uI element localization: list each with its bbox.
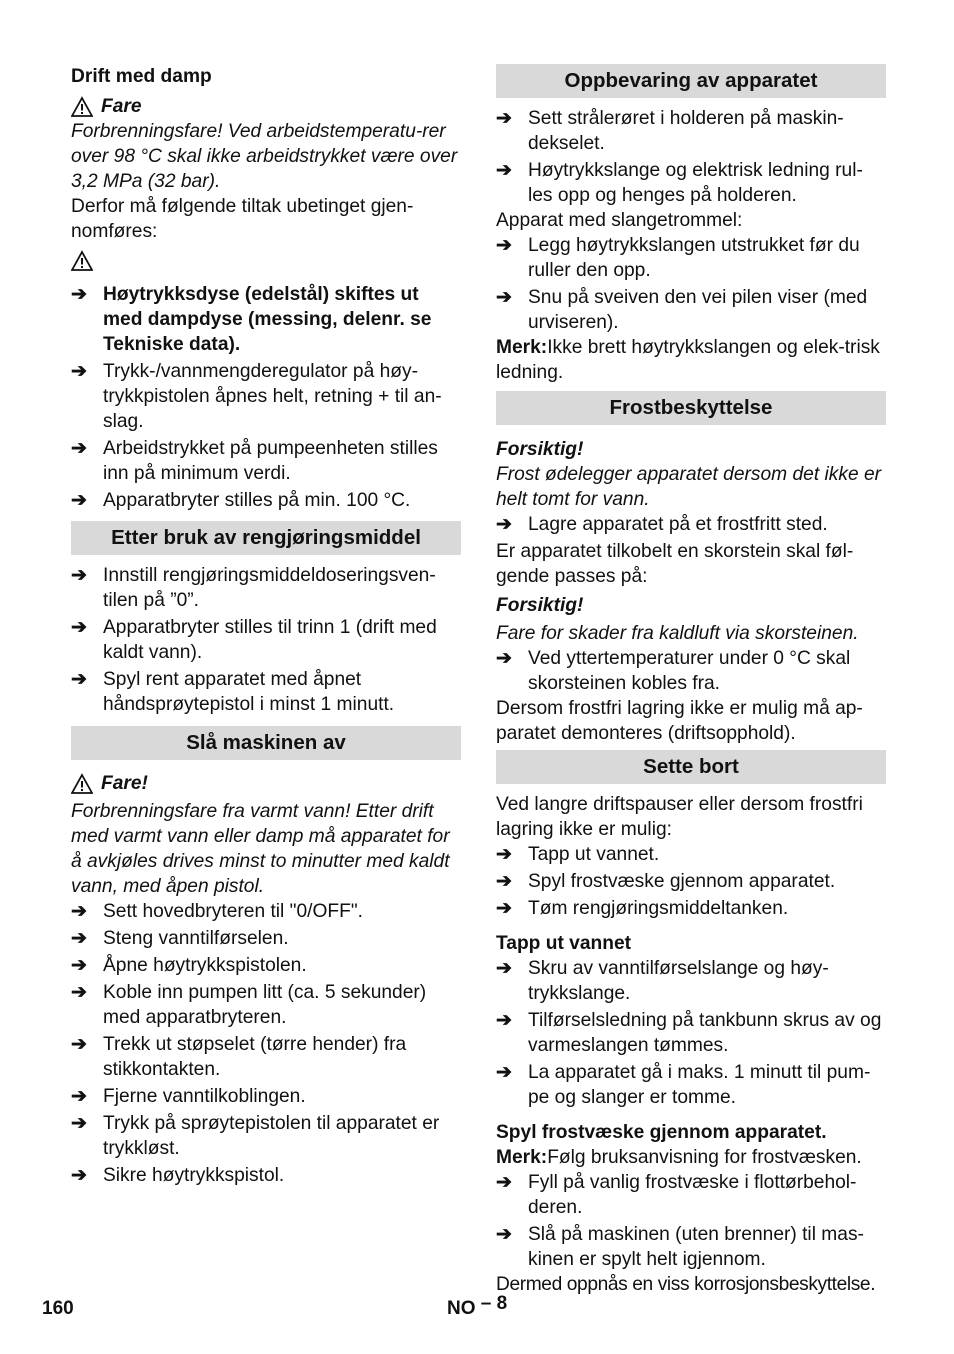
arrow-icon: ➔ (71, 982, 88, 1003)
put-away-intro: Ved langre driftspauser eller dersom frostfri lagring ikke er mulig: (496, 794, 863, 840)
list-item: ➔ Arbeidstrykket på pumpeenheten stilles inn på minimum verdi. (71, 438, 438, 484)
arrow-icon: ➔ (496, 1010, 513, 1031)
list-item: ➔ Fyll på vanlig frostvæske i flottørbehol-deren. (496, 1172, 857, 1218)
after-detergent-steps (71, 563, 461, 717)
caution-title-1: Forsiktig! (496, 439, 584, 460)
note-1: Merk:Ikke brett høytrykkslangen og elek-trisk ledning. (496, 337, 880, 383)
arrow-icon: ➔ (496, 287, 513, 308)
chimney-intro: Er apparatet tilkobelt en skorstein skal føl-gende passes på: (496, 541, 854, 587)
page-number: 160 (42, 1298, 74, 1319)
danger-heading-2 (71, 771, 461, 796)
section-header-put-away: Sette bort (496, 750, 886, 784)
arrow-icon: ➔ (71, 284, 88, 305)
list-item: ➔ Spyl frostvæske gjennom apparatet. (496, 871, 836, 892)
warning-symbol (71, 250, 461, 274)
arrow-icon: ➔ (496, 844, 513, 865)
hose-reel-steps (496, 233, 886, 335)
section-header-storage: Oppbevaring av apparatet (496, 64, 886, 98)
arrow-icon: ➔ (496, 160, 513, 181)
list-item: ➔ Høytrykksdyse (edelstål) skiftes ut med dampdyse (messing, delenr. se Tekniske data). (71, 284, 432, 355)
arrow-icon: ➔ (71, 928, 88, 949)
arrow-icon: ➔ (71, 1165, 88, 1186)
storage-steps (496, 106, 886, 208)
list-item: ➔ Lagre apparatet på et frostfritt sted. (496, 514, 828, 535)
list-item: ➔ Skru av vanntilførselslange og høy-trykkslange. (496, 958, 829, 1004)
list-item: ➔ Ved yttertemperaturer under 0 °C skal skorsteinen kobles fra. (496, 648, 851, 694)
right-column (496, 64, 886, 1297)
arrow-icon: ➔ (496, 958, 513, 979)
list-item: ➔ Åpne høytrykkspistolen. (71, 955, 307, 976)
section-header-after-detergent: Etter bruk av rengjøringsmiddel (71, 521, 461, 555)
danger-text: Forbrenningsfare! Ved arbeidstemperatu-rer over 98 °C skal ikke arbeidstrykket være over 3,2 MPa (32 bar). (71, 121, 458, 192)
list-item: ➔ Trykk-/vannmengderegulator på høy-trykkpistolen åpnes helt, retning + til an-slag. (71, 361, 442, 432)
arrow-icon: ➔ (71, 901, 88, 922)
steam-steps-list (71, 282, 461, 513)
list-item: ➔ La apparatet gå i maks. 1 minutt til pum-pe og slanger er tomme. (496, 1062, 871, 1108)
note-2: Merk:Følg bruksanvisning for frostvæsken. (496, 1147, 862, 1168)
arrow-icon: ➔ (71, 565, 88, 586)
arrow-icon: ➔ (496, 648, 513, 669)
arrow-icon: ➔ (496, 898, 513, 919)
danger-title: Fare! (101, 773, 148, 794)
arrow-icon: ➔ (71, 490, 88, 511)
antifreeze-steps (496, 1170, 886, 1272)
list-item: ➔ Slå på maskinen (uten brenner) til mas-kinen er spylt helt igjennom. (496, 1224, 864, 1270)
intro-text: Derfor må følgende tiltak ubetinget gjen-nomføres: (71, 196, 414, 242)
hose-reel-intro: Apparat med slangetrommel: (496, 210, 743, 231)
heading-drain-water: Tapp ut vannet (496, 933, 632, 954)
section-header-frost: Frostbeskyttelse (496, 391, 886, 425)
left-column (71, 64, 461, 1188)
list-item: ➔ Tapp ut vannet. (496, 844, 660, 865)
closing-text: Dermed oppnås en viss korrosjonsbeskyttelse. (496, 1274, 876, 1295)
arrow-icon: ➔ (71, 1086, 88, 1107)
warning-triangle-icon (71, 96, 93, 118)
list-item: ➔ Trykk på sprøytepistolen til apparatet er trykkløst. (71, 1113, 440, 1159)
cold-air-text: Fare for skader fra kaldluft via skorsteinen. (496, 623, 859, 644)
list-item: ➔ Tilførselsledning på tankbunn skrus av og varmeslangen tømmes. (496, 1010, 882, 1056)
list-item: ➔ Legg høytrykkslangen utstrukket før du ruller den opp. (496, 235, 860, 281)
heading-drift-med-damp: Drift med damp (71, 66, 212, 87)
arrow-icon: ➔ (496, 1172, 513, 1193)
list-item: ➔ Innstill rengjøringsmiddeldoseringsven-tilen på ”0”. (71, 565, 436, 611)
warning-triangle-icon (71, 250, 93, 272)
frost-text: Frost ødelegger apparatet dersom det ikke er helt tomt for vann. (496, 464, 882, 510)
list-item: ➔ Trekk ut støpselet (tørre hender) fra stikkontakten. (71, 1034, 407, 1080)
list-item: ➔ Apparatbryter stilles på min. 100 °C. (71, 490, 411, 511)
arrow-icon: ➔ (71, 955, 88, 976)
drain-steps (496, 956, 886, 1110)
arrow-icon: ➔ (71, 669, 88, 690)
list-item: ➔ Steng vanntilførselen. (71, 928, 289, 949)
list-item: ➔ Tøm rengjøringsmiddeltanken. (496, 898, 789, 919)
arrow-icon: ➔ (71, 1034, 88, 1055)
heading-flush-antifreeze: Spyl frostvæske gjennom apparatet. (496, 1122, 827, 1143)
caution-title-2: Forsiktig! (496, 595, 584, 616)
list-item: ➔ Sikre høytrykkspistol. (71, 1165, 285, 1186)
arrow-icon: ➔ (496, 871, 513, 892)
list-item: ➔ Sett strålerøret i holderen på maskin-dekselet. (496, 108, 844, 154)
put-away-steps (496, 842, 886, 921)
warning-triangle-icon (71, 773, 93, 795)
danger-title: Fare (101, 96, 142, 117)
arrow-icon: ➔ (496, 514, 513, 535)
arrow-icon: ➔ (71, 617, 88, 638)
list-item: ➔ Fjerne vanntilkoblingen. (71, 1086, 306, 1107)
list-item: ➔ Sett hovedbryteren til "0/OFF". (71, 901, 363, 922)
turn-off-steps (71, 899, 461, 1188)
list-item: ➔ Snu på sveiven den vei pilen viser (med urviseren). (496, 287, 868, 333)
arrow-icon: ➔ (496, 1224, 513, 1245)
arrow-icon: ➔ (71, 438, 88, 459)
arrow-icon: ➔ (496, 235, 513, 256)
danger-heading (71, 94, 461, 119)
footer-language: NO – 8 (447, 1293, 508, 1319)
list-item: ➔ Høytrykkslange og elektrisk ledning rul-les opp og henges på holderen. (496, 160, 863, 206)
arrow-icon: ➔ (496, 1062, 513, 1083)
arrow-icon: ➔ (71, 361, 88, 382)
danger-text-2: Forbrenningsfare fra varmt vann! Etter drift med varmt vann eller damp må apparatet for å avkjøles drives minst to minutter med kaldt vann, med åpen pistol. (71, 801, 450, 897)
section-header-turn-off: Slå maskinen av (71, 726, 461, 760)
dismantle-text: Dersom frostfri lagring ikke er mulig må ap-paratet demonteres (driftsopphold). (496, 698, 863, 744)
arrow-icon: ➔ (71, 1113, 88, 1134)
list-item: ➔ Apparatbryter stilles til trinn 1 (drift med kaldt vann). (71, 617, 437, 663)
list-item: ➔ Spyl rent apparatet med åpnet håndsprøytepistol i minst 1 minutt. (71, 669, 395, 715)
list-item: ➔ Koble inn pumpen litt (ca. 5 sekunder) med apparatbryteren. (71, 982, 427, 1028)
arrow-icon: ➔ (496, 108, 513, 129)
